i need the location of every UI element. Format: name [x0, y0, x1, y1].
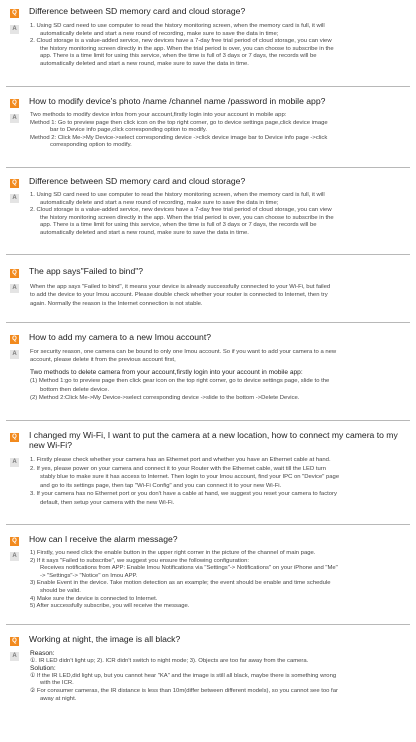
faq-item — [0, 528, 416, 622]
answer-line: app. There is a time limit for using this service, when the time is full of 3 days or 7 days, the records will be — [40, 53, 317, 60]
question-badge-icon: Q — [10, 433, 19, 442]
faq-question-row[interactable] — [10, 176, 410, 192]
question-badge-icon: Q — [10, 537, 19, 546]
faq-item — [0, 260, 416, 316]
faq-question-row[interactable] — [10, 96, 410, 112]
question-badge-icon: Q — [10, 9, 19, 18]
answer-line: (1) Method 1:go to preview page then click gear icon on the top right corner, go to device settings page, slide to the — [30, 378, 330, 385]
answer-line: Two methods to modify device infos from your account,firstly login into your account in mobile app: — [30, 112, 287, 118]
faq-answer — [30, 192, 410, 238]
answer-badge-icon: A — [10, 552, 19, 561]
faq-answer — [30, 550, 410, 611]
faq-question-row[interactable] — [10, 634, 410, 650]
answer-line: For security reason, one camera can be bound to only one Imou account. So if you want to add your camera to a new — [30, 349, 337, 355]
faq-answer — [30, 348, 410, 402]
faq-item — [0, 90, 416, 162]
faq-question: I changed my Wi-Fi, I want to put the camera at a new location, how to connect my camera to my new Wi-Fi? — [29, 430, 398, 451]
answer-line: automatically deleted and start a new round, make sure to save the data in time. — [40, 229, 249, 236]
question-badge-icon: Q — [10, 179, 19, 188]
answer-badge-icon: A — [10, 114, 19, 123]
question-badge-icon: Q — [10, 335, 19, 344]
answer-line: Reason: — [30, 650, 55, 657]
answer-line: account, please delete it from the previous account first, — [30, 357, 176, 364]
divider — [6, 420, 410, 421]
question-badge-icon: Q — [10, 99, 19, 108]
divider — [6, 167, 410, 168]
answer-line: 1. Firstly please check whether your camera has an Ethernet port and whether you have an Ethernet cable at hand. — [30, 457, 331, 463]
answer-line: should be valid. — [40, 587, 81, 594]
faq-answer — [30, 456, 410, 508]
answer-line: Receives notifications from APP: Enable Imou Notifications via "Settings"-> Notifications" on your iPhone and "Me" — [40, 565, 338, 572]
faq-question-row[interactable] — [10, 534, 410, 550]
answer-line: ① If the IR LED,did light up, but you cannot hear "KA" and the image is still all black, maybe there is something wrong — [30, 672, 337, 679]
divider — [6, 322, 410, 323]
answer-line: the history monitoring screen directly in the app. When the trial period is over, you can choose to subscribe in the — [40, 45, 334, 52]
answer-line: and go to its settings page, then tap "Wi-Fi Config" and you can connect it to your new Wi-Fi. — [40, 482, 282, 489]
answer-line: to add the device to your Imou account. Please double check whether your router is connected to Internet, then try — [30, 292, 328, 299]
answer-line: 4) Make sure the device is connected to Internet. — [30, 595, 158, 602]
divider — [6, 624, 410, 625]
answer-line: 5) After successfully subscribe, you will receive the message. — [30, 603, 190, 610]
answer-line: bar to Device info page,click corresponding option to modify. — [50, 127, 208, 134]
answer-line: with the ICR. — [40, 680, 74, 687]
answer-line: automatically delete and start a new round of recording, make sure to save the data in time; — [40, 199, 279, 206]
answer-line: Method 2: Click Me->My Device->select corresponding device ->click device image bar to Device info page ->click — [30, 134, 328, 141]
faq-answer — [30, 650, 410, 703]
answer-line: automatically deleted and start a new round, make sure to save the data in time. — [40, 60, 249, 67]
answer-badge-icon: A — [10, 458, 19, 467]
faq-question: How to modify device's photo /name /channel name /password in mobile app? — [29, 96, 326, 106]
faq-answer — [30, 112, 410, 150]
faq-question-row[interactable] — [10, 430, 410, 454]
answer-badge-icon: A — [10, 284, 19, 293]
answer-line: 2) If it says "Failed to subscribe", we suggest you ensure the following configuration: — [30, 557, 249, 564]
faq-answer — [30, 23, 410, 69]
faq-item — [0, 326, 416, 418]
answer-line: default, then setup your camera with the new Wi-Fi. — [40, 499, 175, 506]
answer-line: the history monitoring screen directly in the app. When the trial period is over, you can choose to subscribe in the — [40, 214, 334, 221]
faq-question: Working at night, the image is all black? — [29, 634, 181, 644]
answer-line: Method 1: Go to preview page then click icon on the top right corner, go to device settings page,click device image — [30, 119, 328, 126]
answer-line: automatically delete and start a new round of recording, make sure to save the data in time; — [40, 30, 279, 37]
faq-question: Difference between SD memory card and cloud storage? — [29, 6, 246, 16]
answer-line: 1. Using SD card need to use computer to read the history monitoring screen, when the memory card is full, it will — [30, 192, 325, 198]
answer-line: -> "Settings"-> "Notice" on Imou APP. — [40, 572, 138, 579]
faq-question: How can I receive the alarm message? — [29, 534, 178, 544]
answer-line: 1. Using SD card need to use computer to read the history monitoring screen, when the memory card is full, it will — [30, 23, 325, 29]
answer-line: Solution: — [30, 665, 56, 673]
answer-line: ①. IR LED didn't light up; 2). ICR didn't switch to night mode; 3). Objects are too far away from the camera. — [30, 657, 309, 664]
question-badge-icon: Q — [10, 269, 19, 278]
answer-line: again. Normally the reason is the Internet connection is not stable. — [30, 300, 203, 307]
faq-item — [0, 628, 416, 740]
question-badge-icon: Q — [10, 637, 19, 646]
answer-line: corresponding option to modify. — [50, 142, 132, 149]
answer-badge-icon: A — [10, 194, 19, 203]
divider — [6, 254, 410, 255]
faq-question: The app says"Failed to bind"? — [29, 266, 144, 276]
answer-line: bottom then delete device. — [40, 386, 110, 393]
answer-badge-icon: A — [10, 350, 19, 359]
answer-line: 2. If yes, please power on your camera and connect it to your Router with the Ethernet cable, wait till the LED turn — [30, 465, 326, 472]
divider — [6, 524, 410, 525]
faq-question-row[interactable] — [10, 6, 410, 22]
faq-question-row[interactable] — [10, 332, 410, 348]
answer-line: (2) Method 2:Click Me->My Device->select corresponding device ->slide to the bottom ->Delete Device. — [30, 395, 300, 402]
faq-question: Difference between SD memory card and cloud storage? — [29, 176, 246, 186]
faq-item — [0, 0, 416, 80]
faq-item — [0, 170, 416, 254]
answer-line: away at night. — [40, 695, 77, 702]
divider — [6, 86, 410, 87]
answer-line: 1) Firstly, you need click the enable button in the upper right corner in the picture of the channel of main page. — [30, 550, 316, 556]
faq-answer — [30, 283, 410, 308]
answer-line: 3. If your camera has no Ethernet port or you don't have a cable at hand, we suggest you reset your camera to factory — [30, 491, 337, 498]
answer-line: 2. Cloud storage is a value-added service, new devices have a 7-day free trial period of cloud storage, you can view — [30, 38, 332, 45]
answer-line: app. There is a time limit for using this service, when the time is full of 3 days or 7 days, the records will be — [40, 222, 317, 229]
answer-line: 2. Cloud storage is a value-added service, new devices have a 7-day free trial period of cloud storage, you can view — [30, 207, 332, 214]
answer-line: ② For consumer cameras, the IR distance is less than 10m(differ between different models), so you cannot see too far — [30, 687, 338, 694]
answer-line: When the app says "Failed to bind", it means your device is already successfully connected to your Wi-Fi, but failed — [30, 284, 331, 290]
answer-line: Two methods to delete camera from your account,firstly login into your account in mobile app: — [30, 368, 303, 376]
answer-badge-icon: A — [10, 652, 19, 661]
answer-line: 3) Enable Event in the device. Take motion detection as an example; the event should be enable and time schedule — [30, 580, 331, 587]
faq-question: How to add my camera to a new Imou account? — [29, 332, 211, 342]
faq-item — [0, 424, 416, 524]
faq-question-row[interactable] — [10, 266, 410, 282]
answer-badge-icon: A — [10, 25, 19, 34]
answer-line: stably blue to make sure it has access to Internet. Then login to your Imou account, find your IPC on "Device" page — [40, 474, 340, 481]
